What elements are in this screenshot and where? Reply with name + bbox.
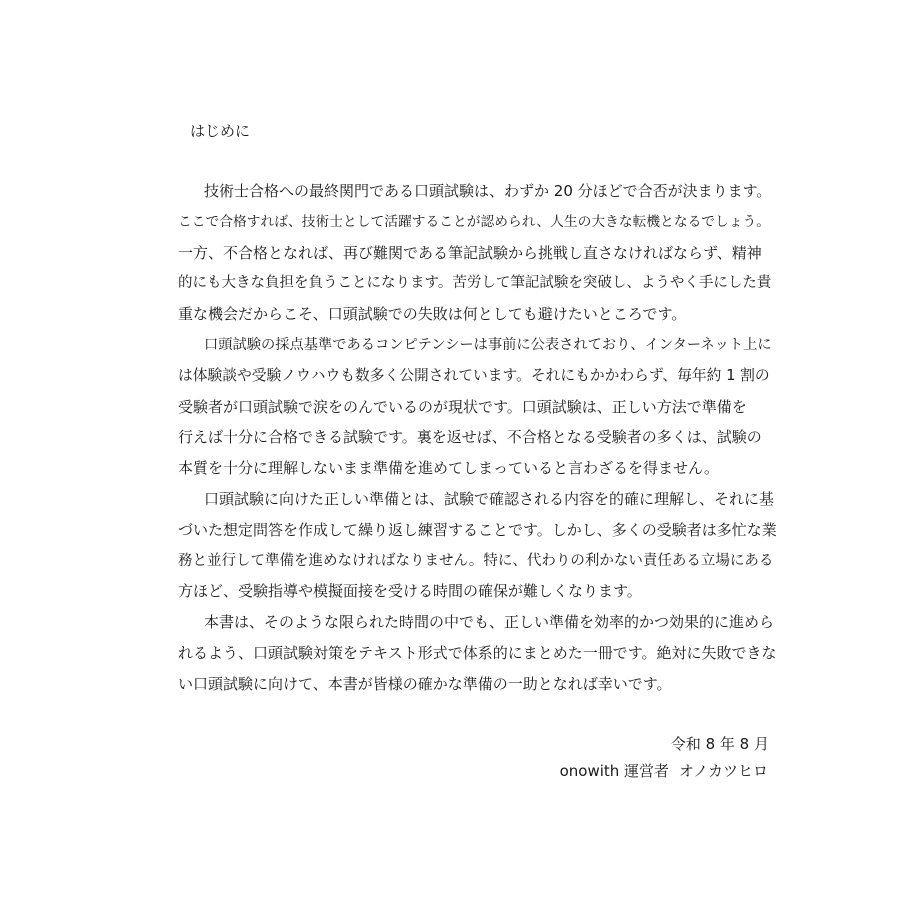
signature-line [560, 760, 768, 782]
paragraph-line: 一方、不合格となれば、再び難関である筆記試験から挑戦し直さなければならず、精神 [178, 243, 762, 262]
paragraph-line: 本書は、そのような限られた時間の中でも、正しい準備を効率的かつ効果的に進めら [204, 613, 775, 632]
paragraph-line: い口頭試験に向けて、本書が皆様の確かな準備の一助となれば幸いです。 [178, 674, 672, 693]
paragraph-line: 技術士合格への最終関門である口頭試験は、わずか 20 分ほどで合否が決まります。 [204, 182, 772, 200]
paragraph-line: 重な機会だからこそ、口頭試験での失敗は何としても避けたいところです。 [178, 305, 687, 324]
paragraph-line: 口頭試験に向けた正しい準備とは、試験で確認される内容を的確に理解し、それに基 [204, 489, 775, 508]
paragraph-line: は体験談や受験ノウハウも数多く公開されています。それにもかかわらず、毎年約 1 割の [178, 366, 770, 384]
paragraph-line: れるよう、口頭試験対策をテキスト形式で体系的にまとめた一冊です。絶対に失敗できな [178, 643, 777, 662]
paragraph-line: 的にも大きな負担を負うことになります。苦労して筆記試験を突破し、ようやく手にした貴 [178, 275, 772, 292]
paragraph-line: づいた想定問答を作成して繰り返し練習することです。しかし、多くの受験者は多忙な業 [178, 520, 777, 539]
body-text [178, 176, 778, 700]
signature-org: onowith 運営者 [559, 762, 670, 780]
paragraph-line: 受験者が口頭試験で涙をのんでいるのが現状です。口頭試験は、正しい方法で準備を [178, 397, 747, 416]
paragraph-line: 務と並行して準備を進めなければなりません。特に、代わりの利かない責任ある立場にある [178, 552, 774, 569]
paragraph-line: 本質を十分に理解しないまま準備を進めてしまっていると言わざるを得ません。 [178, 459, 719, 478]
page-title: はじめに [190, 122, 251, 140]
paragraph-line: 口頭試験の採点基準であるコンピテンシーは事前に公表されており、インターネット上に [204, 336, 772, 353]
signature-name: オノカツヒロ [679, 762, 768, 780]
paragraph-line: 行えば十分に合格できる試験です。裏を返せば、不合格となる受験者の多くは、試験の [178, 428, 762, 447]
paragraph-line: ここで合格すれば、技術士として活躍することが認められ、人生の大きな転機となるでしょう。 [178, 213, 770, 230]
paragraph-line: 方ほど、受験指導や模擬面接を受ける時間の確保が難しくなります。 [178, 582, 642, 601]
date-line: 令和 8 年 8 月 [670, 735, 769, 753]
